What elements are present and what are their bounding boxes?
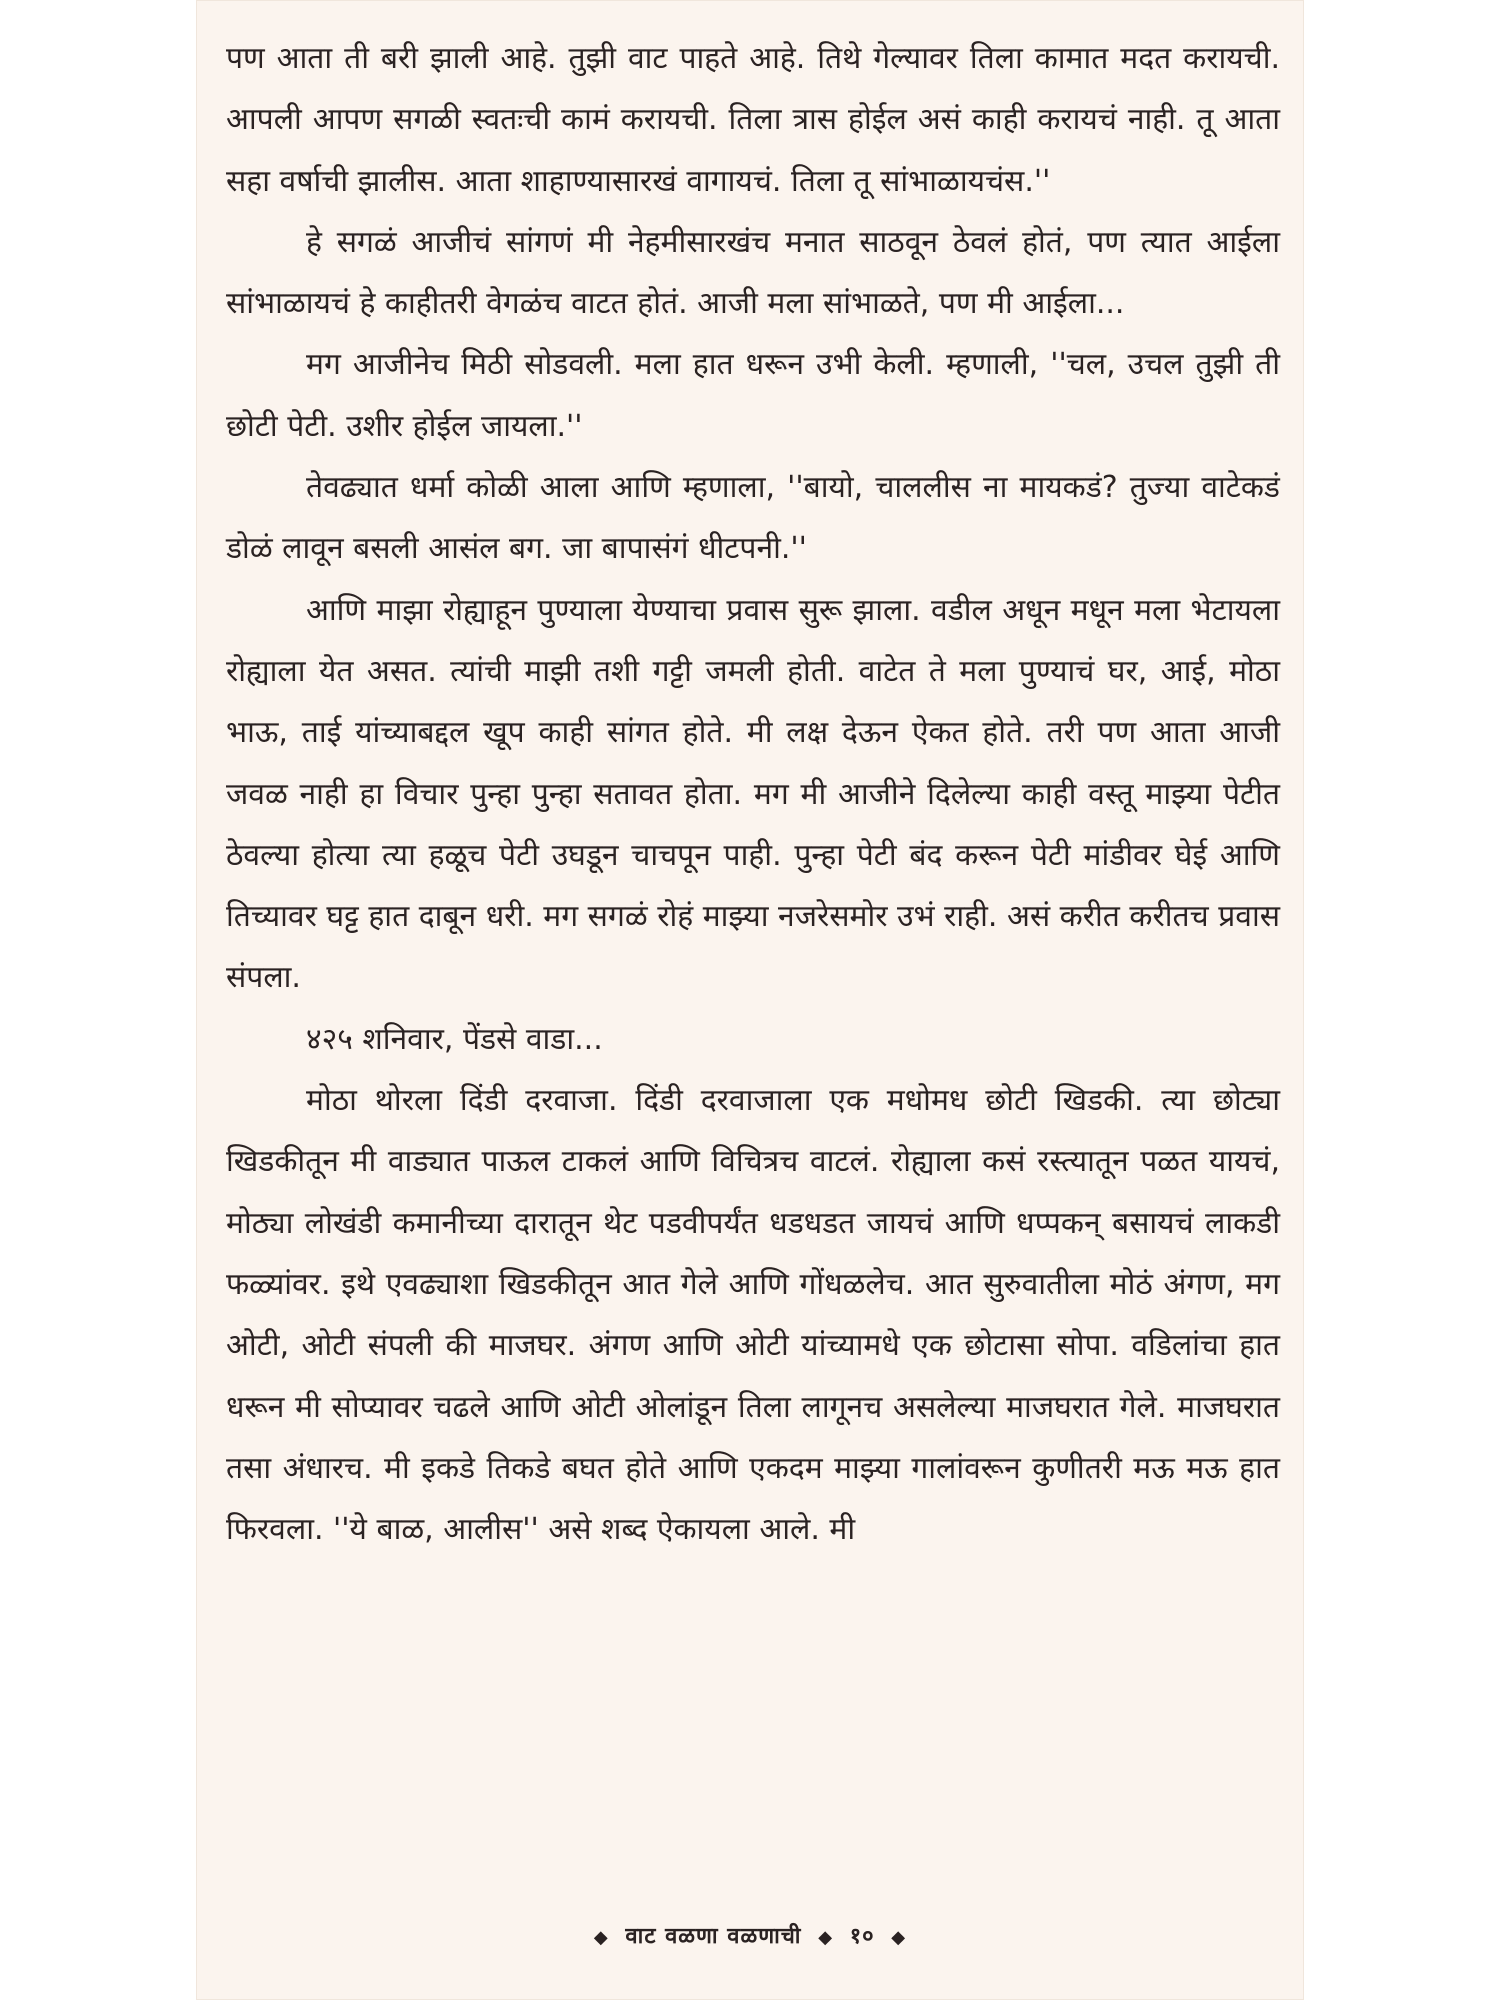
diamond-icon: ◆ xyxy=(593,1927,609,1948)
paragraph: पण आता ती बरी झाली आहे. तुझी वाट पाहते आहे. तिथे गेल्यावर तिला कामात मदत करायची. आपली आपण सगळी स्वतःची कामं करायची. तिला त्रास होईल असं काही करायचं नाही. तू आता सहा वर्षाची झालीस. आता शाहाण्यासारखं वागायचं. तिला तू सांभाळायचंस.'' xyxy=(226,41,1280,199)
diamond-icon: ◆ xyxy=(891,1927,907,1948)
page-footer xyxy=(196,1920,1304,1950)
paragraph: मग आजीनेच मिठी सोडवली. मला हात धरून उभी केली. म्हणाली, ''चल, उचल तुझी ती छोटी पेटी. उशीर होईल जायला.'' xyxy=(226,347,1280,444)
paragraph: ४२५ शनिवार, पेंडसे वाडा... xyxy=(306,1021,603,1057)
paragraph: हे सगळं आजीचं सांगणं मी नेहमीसारखंच मनात साठवून ठेवलं होतं, पण त्यात आईला सांभाळायचं हे काहीतरी वेगळंच वाटत होतं. आजी मला सांभाळते, पण मी आईला... xyxy=(226,224,1280,322)
page-number: १० xyxy=(849,1924,875,1949)
body-text xyxy=(226,28,1280,1560)
book-title: वाट वळणा वळणाची xyxy=(625,1924,802,1949)
paragraph: तेवढ्यात धर्मा कोळी आला आणि म्हणाला, ''बायो, चाललीस ना मायकडं? तुज्या वाटेकडं डोळं लावून बसली आसंल बग. जा बापासंगं धीटपनी.'' xyxy=(226,470,1280,567)
diamond-icon: ◆ xyxy=(818,1927,834,1948)
paragraph: मोठा थोरला दिंडी दरवाजा. दिंडी दरवाजाला एक मधोमध छोटी खिडकी. त्या छोट्या खिडकीतून मी वाड्यात पाऊल टाकलं आणि विचित्रच वाटलं. रोह्याला कसं रस्त्यातून पळत यायचं, मोठ्या लोखंडी कमानीच्या दारातून थेट पडवीपर्यंत धडधडत जायचं आणि धप्पकन् बसायचं लाकडी फळ्यांवर. इथे एवढ्याशा खिडकीतून आत गेले आणि गोंधळलेच. आत सुरुवातीला मोठं अंगण, मग ओटी, ओटी संपली की माजघर. अंगण आणि ओटी यांच्यामधे एक छोटासा सोपा. वडिलांचा हात धरून मी सोप्यावर चढले आणि ओटी ओलांडून तिला लागूनच असलेल्या माजघरात गेले. माजघरात तसा अंधारच. मी इकडे तिकडे बघत होते आणि एकदम माझ्या गालांवरून कुणीतरी मऊ मऊ हात फिरवला. ''ये बाळ, आलीस'' असे शब्द ऐकायला आले. मी xyxy=(226,1083,1280,1548)
paragraph: आणि माझा रोह्याहून पुण्याला येण्याचा प्रवास सुरू झाला. वडील अधून मधून मला भेटायला रोह्याला येत असत. त्यांची माझी तशी गट्टी जमली होती. वाटेत ते मला पुण्याचं घर, आई, मोठा भाऊ, ताई यांच्याबद्दल खूप काही सांगत होते. मी लक्ष देऊन ऐकत होते. तरी पण आता आजी जवळ नाही हा विचार पुन्हा पुन्हा सतावत होता. मग मी आजीने दिलेल्या काही वस्तू माझ्या पेटीत ठेवल्या होत्या त्या हळूच पेटी उघडून चाचपून पाही. पुन्हा पेटी बंद करून पेटी मांडीवर घेई आणि तिच्यावर घट्ट हात दाबून धरी. मग सगळं रोहं माझ्या नजरेसमोर उभं राही. असं करीत करीतच प्रवास संपला. xyxy=(226,592,1280,996)
book-page xyxy=(196,0,1304,2000)
